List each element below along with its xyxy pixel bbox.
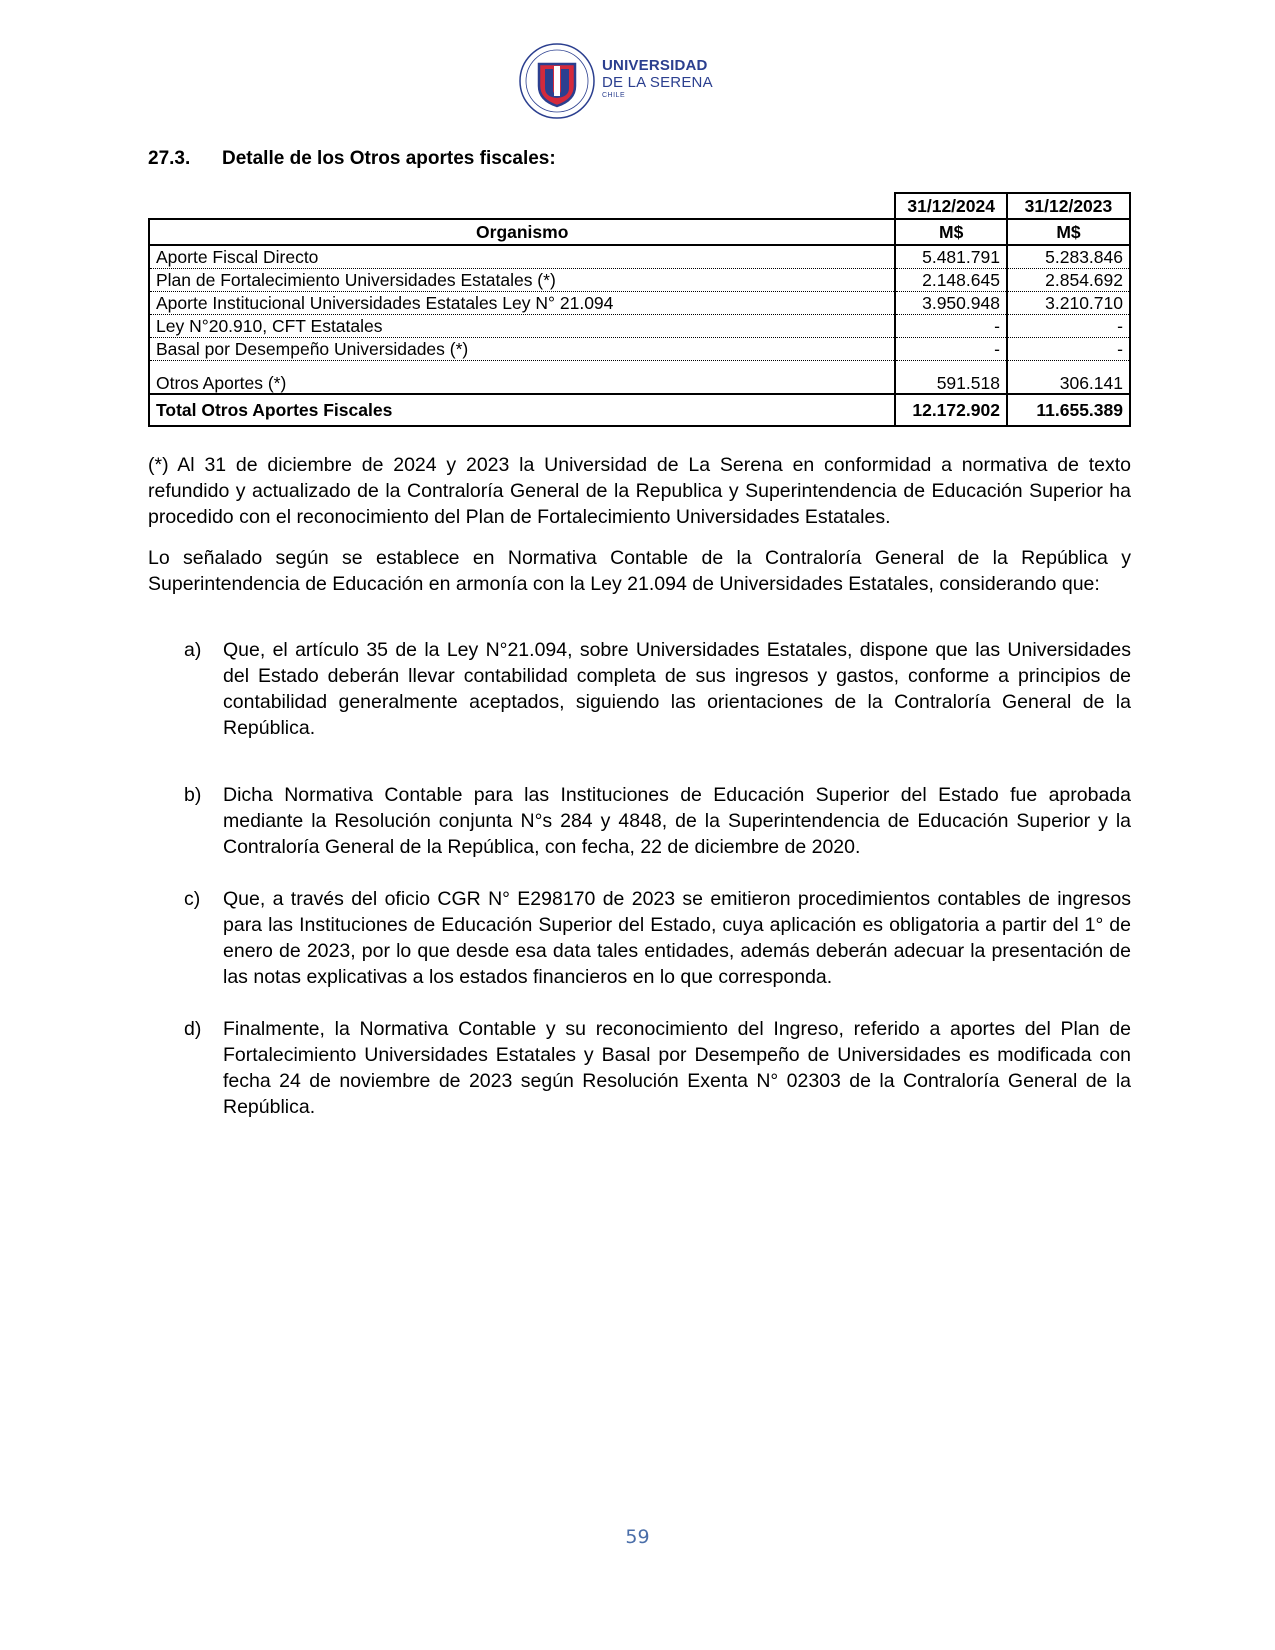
header-organismo: Organismo	[149, 219, 895, 245]
university-seal-icon	[518, 42, 598, 120]
table-row	[149, 361, 1130, 395]
table-row	[149, 338, 1130, 361]
row-value-2024: 3.950.948	[895, 292, 1007, 315]
total-value-2024: 12.172.902	[895, 394, 1007, 426]
row-name: Basal por Desempeño Universidades (*)	[149, 338, 895, 361]
section-heading	[148, 148, 556, 170]
list-item-text: Que, el artículo 35 de la Ley N°21.094, sobre Universidades Estatales, dispone que las Universidades del Estado deberán llevar contabilidad completa de sus ingresos y gastos, conforme a principios de contabilidad generalmente aceptados, siguiendo las orientaciones de la Contraloría General de la República.	[223, 639, 1131, 739]
date-2023: 31/12/2023	[1007, 193, 1130, 219]
logo-line-university: UNIVERSIDAD	[602, 57, 708, 74]
normativa-paragraph: Lo señalado según se establece en Normativa Contable de la Contraloría General de la República y Superintendencia de Educación en armonía con la Ley 21.094 de Universidades Estatales, considerando que:	[148, 547, 1131, 595]
total-value-2023: 11.655.389	[1007, 394, 1130, 426]
fiscal-contributions-table	[148, 192, 1131, 427]
row-name: Otros Aportes (*)	[149, 361, 895, 395]
row-value-2023: -	[1007, 315, 1130, 338]
row-name: Plan de Fortalecimiento Universidades Estatales (*)	[149, 269, 895, 292]
row-value-2024: -	[895, 315, 1007, 338]
row-value-2023: 306.141	[1007, 361, 1130, 395]
table-date-row	[149, 193, 1130, 219]
page-number: 59	[625, 1526, 650, 1548]
table-total-row	[149, 394, 1130, 426]
row-value-2024: 591.518	[895, 361, 1007, 395]
row-value-2024: 5.481.791	[895, 245, 1007, 269]
logo-wordmark	[602, 58, 713, 99]
table-row	[149, 315, 1130, 338]
row-value-2023: 2.854.692	[1007, 269, 1130, 292]
table-row	[149, 292, 1130, 315]
row-name: Ley N°20.910, CFT Estatales	[149, 315, 895, 338]
section-number: 27.3.	[148, 148, 191, 169]
list-item-label: d)	[184, 1018, 202, 1040]
date-2024: 31/12/2024	[895, 193, 1007, 219]
list-item-text: Que, a través del oficio CGR N° E298170 de 2023 se emitieron procedimientos contables de ingresos para las Instituciones de Educación Superior del Estado, cuya aplicación es obligatoria a partir del 1° de enero de 2023, por lo que desde esa data tales entidades, además deberán adecuar la presentación de las notas explicativas a los estados financieros en lo que corresponda.	[223, 888, 1131, 988]
table-row	[149, 245, 1130, 269]
section-title: Detalle de los Otros aportes fiscales:	[222, 148, 556, 169]
row-value-2023: 3.210.710	[1007, 292, 1130, 315]
table-row	[149, 269, 1130, 292]
row-value-2023: 5.283.846	[1007, 245, 1130, 269]
row-name: Aporte Institucional Universidades Estatales Ley N° 21.094	[149, 292, 895, 315]
total-name: Total Otros Aportes Fiscales	[149, 394, 895, 426]
row-value-2023: -	[1007, 338, 1130, 361]
footnote-paragraph: (*) Al 31 de diciembre de 2024 y 2023 la Universidad de La Serena en conformidad a normativa de texto refundido y actualizado de la Contraloría General de la Republica y Superintendencia de Educación Superior ha procedido con el reconocimiento del Plan de Fortalecimiento Universidades Estatales.	[148, 454, 1131, 528]
list-item-label: b)	[184, 784, 202, 806]
list-item-text: Dicha Normativa Contable para las Instituciones de Educación Superior del Estado fue aprobada mediante la Resolución conjunta N°s 284 y 4848, de la Superintendencia de Educación Superior y la Contraloría General de la República, con fecha, 22 de diciembre de 2020.	[223, 784, 1131, 858]
list-item-text: Finalmente, la Normativa Contable y su reconocimiento del Ingreso, referido a aportes del Plan de Fortalecimiento Universidades Estatales y Basal por Desempeño de Universidades es modificada con fecha 24 de noviembre de 2023 según Resolución Exenta N° 02303 de la Contraloría General de la República.	[223, 1018, 1131, 1118]
row-name: Aporte Fiscal Directo	[149, 245, 895, 269]
row-value-2024: -	[895, 338, 1007, 361]
table-header-row	[149, 219, 1130, 245]
university-logo	[518, 42, 718, 120]
header-currency-2023: M$	[1007, 219, 1130, 245]
list-item-label: c)	[184, 888, 201, 910]
header-currency-2024: M$	[895, 219, 1007, 245]
table-date-blank	[149, 193, 895, 219]
list-item-label: a)	[184, 639, 202, 661]
logo-line-country: CHILE	[602, 92, 626, 99]
logo-line-name: DE LA SERENA	[602, 74, 713, 91]
row-value-2024: 2.148.645	[895, 269, 1007, 292]
